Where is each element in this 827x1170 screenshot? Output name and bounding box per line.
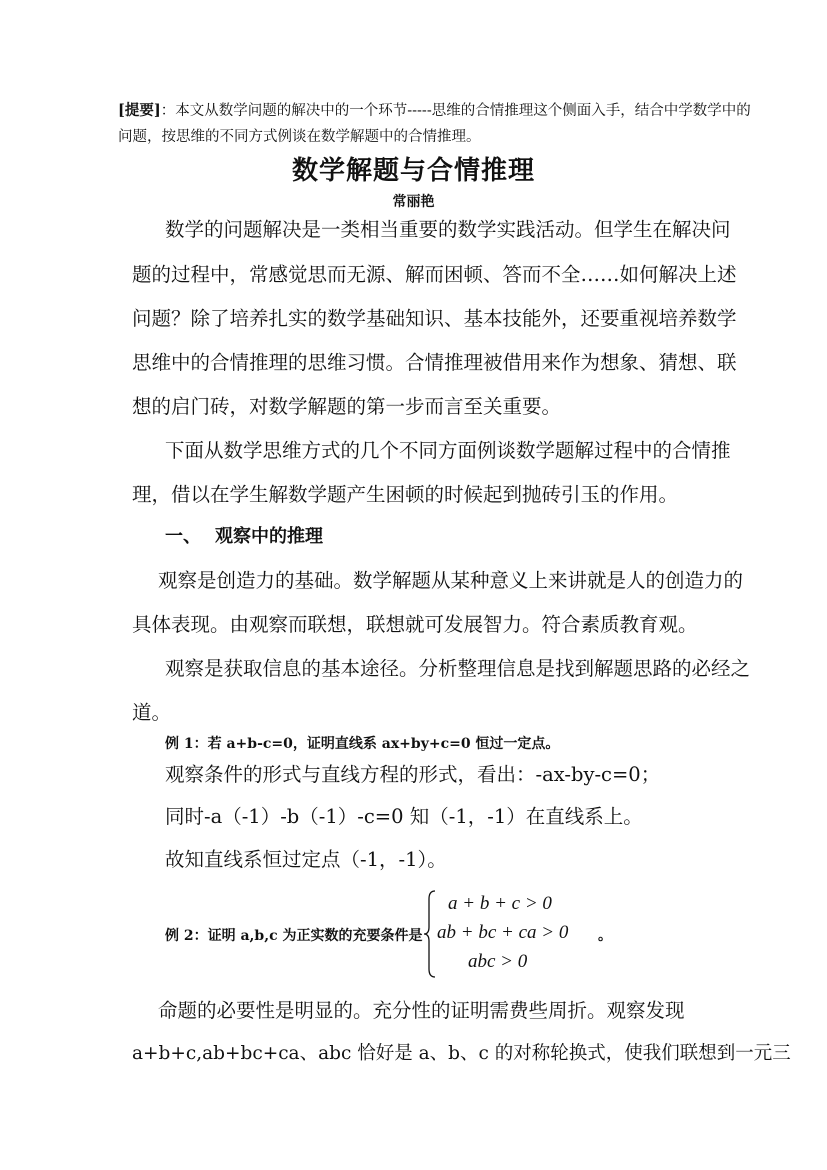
- abstract-text: ：本文从数学问题的解决中的一个环节-----思维的合情推理这个侧面入手，结合中学数学中的问题，按思维的不同方式例谈在数学解题中的合情推理。: [118, 103, 751, 145]
- paper-title: 数学解题与合情推理: [291, 156, 535, 186]
- body-line: a+b+c,ab+bc+ca、abc 恰好是 a、b、c 的对称轮换式，使我们联想到一元三: [132, 1043, 791, 1064]
- body-line: 下面从数学思维方式的几个不同方面例谈数学题解过程中的合情推: [165, 439, 731, 462]
- body-line: 理，借以在学生解数学题产生困顿的时候起到抛砖引玉的作用。: [132, 483, 679, 506]
- author-name: 常丽艳: [392, 194, 435, 210]
- body-line: 故知直线系恒过定点（-1，-1）。: [165, 848, 447, 871]
- body-line: 道。: [132, 701, 172, 724]
- body-line: 数学的问题解决是一类相当重要的数学实践活动。但学生在解决问: [165, 218, 731, 241]
- section-title: 观察中的推理: [215, 526, 323, 547]
- body-line: 题的过程中，常感觉思而无源、解而困顿、答而不全……如何解决上述: [132, 263, 737, 286]
- example-2-end: 。: [598, 928, 612, 944]
- body-line: 观察是获取信息的基本途径。分析整理信息是找到解题思路的必经之: [165, 657, 751, 680]
- abstract: [118, 98, 758, 150]
- body-line: 问题？除了培养扎实的数学基础知识、基本技能外，还要重视培养数学: [132, 307, 737, 330]
- body-line: 具体表现。由观察而联想，联想就可发展智力。符合素质教育观。: [132, 613, 698, 636]
- body-line: 命题的必要性是明显的。充分性的证明需费些周折。观察发现: [158, 999, 685, 1022]
- body-line: 思维中的合情推理的思维习惯。合情推理被借用来作为想象、猜想、联: [132, 351, 737, 374]
- inequality-line: abc > 0: [468, 951, 528, 972]
- body-line: 想的启门砖，对数学解题的第一步而言至关重要。: [132, 395, 562, 418]
- body-line: 同时-a（-1）-b（-1）-c=0 知（-1，-1）在直线系上。: [165, 805, 643, 828]
- inequality-line: ab + bc + ca > 0: [437, 922, 569, 943]
- body-line: 观察条件的形式与直线方程的形式，看出：-ax-by-c=0；: [165, 763, 661, 786]
- left-brace: [423, 889, 437, 979]
- example-1-statement: 例 1：若 a+b-c=0，证明直线系 ax+by+c=0 恒过一定点。: [165, 736, 560, 752]
- abstract-label: [提要]: [118, 102, 161, 119]
- inequality-line: a + b + c > 0: [448, 893, 552, 914]
- section-number: 一、: [165, 526, 201, 547]
- example-2-statement: 例 2：证明 a,b,c 为正实数的充要条件是: [165, 928, 423, 944]
- body-line: 观察是创造力的基础。数学解题从某种意义上来讲就是人的创造力的: [158, 569, 744, 592]
